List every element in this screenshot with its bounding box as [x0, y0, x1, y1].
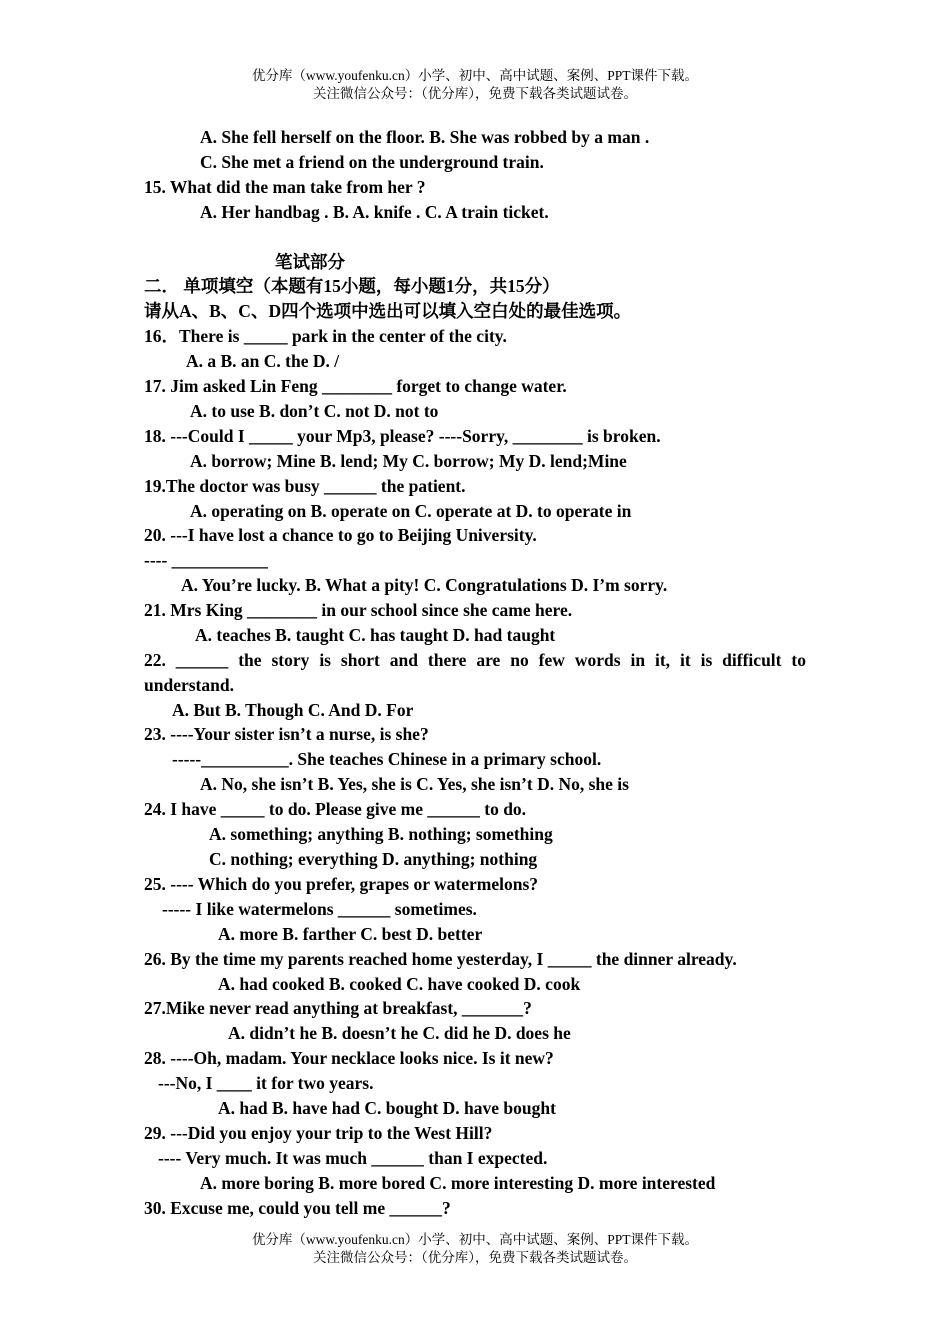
page-footer: [0, 1231, 950, 1267]
q28-response: ---No, I ____ it for two years.: [158, 1073, 374, 1093]
q24-question: 24. I have _____ to do. Please give me ______ to do.: [144, 799, 527, 819]
q25-response: ----- I like watermelons ______ sometimes.: [162, 899, 477, 919]
q26-question: 26. By the time my parents reached home yesterday, I _____ the dinner already.: [144, 949, 737, 969]
page-header: [0, 67, 950, 103]
q29-options: A. more boring B. more bored C. more interesting D. more interested: [200, 1173, 716, 1193]
q22-question: 22. ______ the story is short and there are no few words in it, it is difficult to: [144, 650, 806, 670]
q27-question: 27.Mike never read anything at breakfast, _______?: [144, 998, 532, 1018]
q23-response: -----__________. She teaches Chinese in a primary school.: [172, 749, 602, 769]
q23-options: A. No, she isn’t B. Yes, she is C. Yes, she isn’t D. No, she is: [200, 774, 629, 794]
header-line-2: 关注微信公众号：（优分库），免费下载各类试题试卷。: [313, 86, 637, 101]
section-heading: 二． 单项填空（本题有15小题，每小题1分，共15分）: [144, 276, 560, 296]
q30-question: 30. Excuse me, could you tell me ______?: [144, 1198, 451, 1218]
q21-options: A. teaches B. taught C. has taught D. had taught: [195, 625, 556, 645]
q15-question: 15. What did the man take from her ?: [144, 177, 426, 197]
q20-options: A. You’re lucky. B. What a pity! C. Congratulations D. I’m sorry.: [181, 575, 668, 595]
q18-question: 18. ---Could I _____ your Mp3, please? ----Sorry, ________ is broken.: [144, 426, 661, 446]
footer-line-2: 关注微信公众号：（优分库），免费下载各类试题试卷。: [313, 1250, 637, 1265]
q14-option-line-2: C. She met a friend on the underground train.: [200, 152, 544, 172]
q20-question: 20. ---I have lost a chance to go to Beijing University.: [144, 525, 537, 545]
q27-options: A. didn’t he B. doesn’t he C. did he D. does he: [228, 1023, 571, 1043]
q25-options: A. more B. farther C. best D. better: [218, 924, 483, 944]
q25-question: 25. ---- Which do you prefer, grapes or watermelons?: [144, 874, 539, 894]
q19-options: A. operating on B. operate on C. operate at D. to operate in: [190, 501, 632, 521]
q29-response: ---- Very much. It was much ______ than I expected.: [158, 1148, 548, 1168]
q18-options: A. borrow; Mine B. lend; My C. borrow; My D. lend;Mine: [190, 451, 627, 471]
q17-question: 17. Jim asked Lin Feng ________ forget to change water.: [144, 376, 567, 396]
q22-options: A. But B. Though C. And D. For: [172, 700, 414, 720]
footer-line-1: 优分库（www.youfenku.cn）小学、初中、高中试题、案例、PPT课件下载。: [251, 1232, 699, 1247]
section-title: 笔试部分: [275, 252, 345, 272]
q26-options: A. had cooked B. cooked C. have cooked D. cook: [218, 974, 581, 994]
q19-question: 19.The doctor was busy ______ the patient.: [144, 476, 466, 496]
q14-option-line-1: A. She fell herself on the floor. B. She was robbed by a man .: [200, 127, 650, 147]
header-line-1: 优分库（www.youfenku.cn）小学、初中、高中试题、案例、PPT课件下载。: [251, 68, 699, 83]
q16-options: A. a B. an C. the D. /: [186, 351, 340, 371]
q17-options: A. to use B. don’t C. not D. not to: [190, 401, 439, 421]
q24-options-line-2: C. nothing; everything D. anything; nothing: [209, 849, 538, 869]
q28-question: 28. ----Oh, madam. Your necklace looks nice. Is it new?: [144, 1048, 554, 1068]
q16-question: 16．There is _____ park in the center of the city.: [144, 326, 507, 346]
q29-question: 29. ---Did you enjoy your trip to the West Hill?: [144, 1123, 493, 1143]
q23-question: 23. ----Your sister isn’t a nurse, is she?: [144, 724, 429, 744]
q24-options-line-1: A. something; anything B. nothing; something: [209, 824, 553, 844]
q20-response: ---- ___________: [144, 550, 268, 570]
q15-options: A. Her handbag . B. A. knife . C. A train ticket.: [200, 202, 549, 222]
q28-options: A. had B. have had C. bought D. have bought: [218, 1098, 556, 1118]
section-instruction: 请从A、B、C、D四个选项中选出可以填入空白处的最佳选项。: [144, 301, 632, 321]
q21-question: 21. Mrs King ________ in our school since she came here.: [144, 600, 573, 620]
q22-question-continued: understand.: [144, 675, 234, 695]
